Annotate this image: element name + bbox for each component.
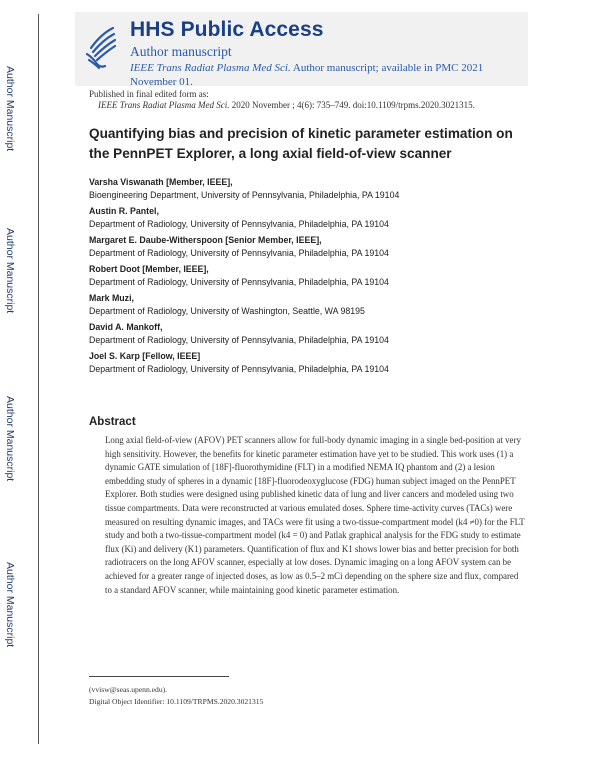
author-name: Margaret E. Daube-Witherspoon [Senior Member, IEEE], — [89, 235, 322, 245]
banner-citation-journal: IEEE Trans Radiat Plasma Med Sci. — [130, 62, 291, 74]
author-email: (vvisw@seas.upenn.edu). — [89, 685, 168, 694]
author-entry — [89, 205, 529, 234]
sidebar-divider — [38, 14, 39, 744]
article-title: Quantifying bias and precision of kinetic parameter estimation on the PennPET Explorer, a long axial field-of-view scanner — [89, 126, 513, 161]
publication-citation — [98, 100, 475, 110]
author-entry — [89, 350, 529, 379]
author-entry — [89, 234, 529, 263]
sidebar-label: Author Manuscript — [4, 228, 16, 314]
banner-citation-rest: Author manuscript; available in PMC 2021 November 01. — [130, 62, 484, 88]
publication-journal: IEEE Trans Radiat Plasma Med Sci. — [98, 100, 230, 110]
banner-subtitle: Author manuscript — [130, 44, 232, 59]
author-affiliation: Department of Radiology, University of Pennsylvania, Philadelphia, PA 19104 — [89, 277, 389, 287]
abstract-text: Long axial field-of-view (AFOV) PET scanners allow for full-body dynamic imaging in a single bed-position at very high sensitivity. However, the benefits for kinetic parameter estimation have yet to be studied. This work uses (1) a dynamic GATE simulation of [18F]-fluorothymidine (FLT) in a modified NEMA IQ phantom and (2) a lesion embedding study of spheres in a dynamic [18F]-fluorodeoxyglucose (FDG) human subject imaged on the PennPET Explorer. Both studies were designed using published kinetic data of lung and liver cancers and modeled using two tissue compartments. Data were reconstructed at various emulated doses. Sphere time-activity curves (TACs) were measured on resulting dynamic images, and TACs were fit using a two-tissue-compartment model (k4 ≠0) for the FLT study and both a two-tissue-compartment model (k4 = 0) and Patlak graphical analysis for the FDG study to estimate flux (Ki) and delivery (K1) parameters. Quantification of flux and K1 shows lower bias and better precision for both radiotracers on the long AFOV scanner, especially at low doses. Dynamic imaging on a long AFOV system can be achieved for a greater range of injected doses, as low as 0.5–2 mCi depending on the sphere size and flux, compared to a standard AFOV scanner, while maintaining good kinetic parameter estimation. — [105, 435, 525, 595]
sidebar-label: Author Manuscript — [4, 396, 16, 482]
footnote-divider — [89, 676, 229, 677]
author-affiliation: Department of Radiology, University of Washington, Seattle, WA 98195 — [89, 306, 365, 316]
sidebar-label: Author Manuscript — [4, 66, 16, 152]
author-entry — [89, 321, 529, 350]
published-final-form: Published in final edited form as: — [89, 89, 209, 99]
author-manuscript-sidebar — [0, 0, 34, 776]
author-list — [89, 176, 529, 379]
author-entry — [89, 263, 529, 292]
doi-identifier: Digital Object Identifier: 10.1109/TRPMS.2020.3021315 — [89, 697, 264, 706]
publication-details: 2020 November ; 4(6): 735–749. doi:10.1109/trpms.2020.3021315. — [231, 100, 475, 110]
banner-citation — [130, 61, 520, 89]
author-name: Austin R. Pantel, — [89, 206, 159, 216]
author-affiliation: Department of Radiology, University of Pennsylvania, Philadelphia, PA 19104 — [89, 364, 389, 374]
abstract-heading: Abstract — [89, 416, 136, 428]
author-affiliation: Bioengineering Department, University of Pennsylvania, Philadelphia, PA 19104 — [89, 190, 400, 200]
banner-title: HHS Public Access — [130, 18, 324, 41]
author-name: David A. Mankoff, — [89, 322, 163, 332]
author-name: Robert Doot [Member, IEEE], — [89, 264, 209, 274]
author-name: Varsha Viswanath [Member, IEEE], — [89, 177, 233, 187]
author-name: Joel S. Karp [Fellow, IEEE] — [89, 351, 201, 361]
author-entry — [89, 176, 529, 205]
author-entry — [89, 292, 529, 321]
author-name: Mark Muzi, — [89, 293, 134, 303]
author-affiliation: Department of Radiology, University of Pennsylvania, Philadelphia, PA 19104 — [89, 219, 389, 229]
sidebar-label: Author Manuscript — [4, 562, 16, 648]
author-affiliation: Department of Radiology, University of Pennsylvania, Philadelphia, PA 19104 — [89, 335, 389, 345]
hhs-banner — [75, 12, 528, 86]
author-affiliation: Department of Radiology, University of Pennsylvania, Philadelphia, PA 19104 — [89, 248, 389, 258]
hhs-eagle-logo-icon — [83, 24, 117, 70]
